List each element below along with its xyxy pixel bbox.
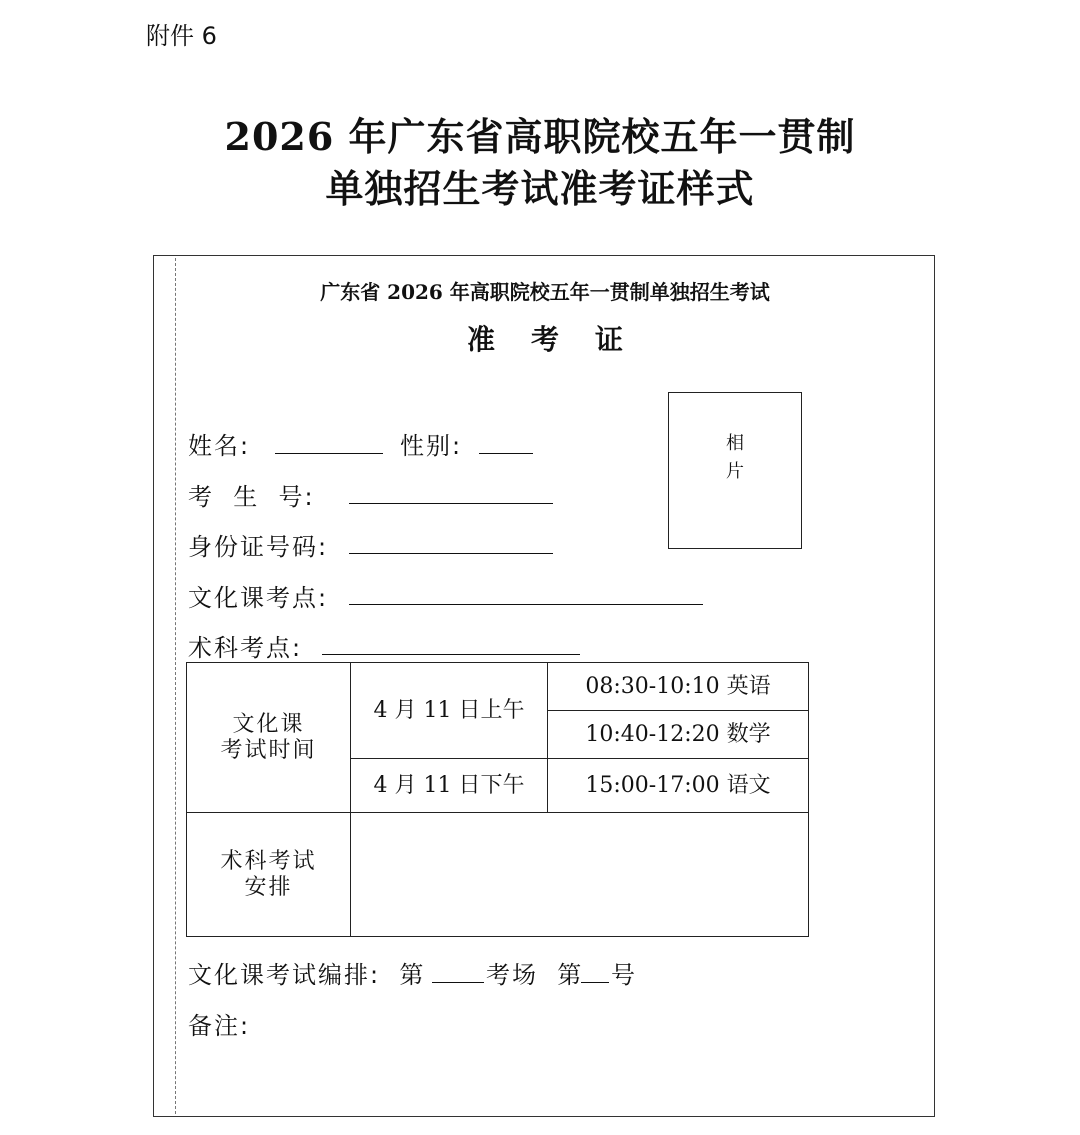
document-title-line1: 2026 年广东省高职院校五年一贯制 [224,114,856,159]
culture-site-label: 文化课考点: [188,584,329,612]
name-label: 姓名: [188,432,251,460]
seat-number-field[interactable] [581,982,609,983]
photo-label: 相 片 [726,433,744,482]
remarks-label: 备注: [188,1012,251,1040]
card-title: 准考证 [466,323,659,356]
afternoon-date-cell [350,758,548,813]
culture-site-field[interactable] [349,604,703,605]
card-header: 广东省 2026 年高职院校五年一贯制单独招生考试 [320,280,770,304]
document-title-line2: 单独招生考试准考证样式 [325,166,755,211]
name-field[interactable] [275,453,383,454]
candidate-number-field[interactable] [349,503,553,504]
skill-arrangement-header: 术科考试 安排 [220,848,317,900]
slot2-cell [547,710,809,759]
slot2-text: 10:40-12:20 数学 [585,721,771,747]
schedule-table [186,662,809,937]
gender-field[interactable] [479,453,533,454]
slot3-text: 15:00-17:00 语文 [585,772,771,798]
skill-site-field[interactable] [322,654,580,655]
gender-label: 性别: [400,432,463,460]
slot1-text: 08:30-10:10 英语 [585,673,771,699]
morning-date: 4 月 11 日上午 [373,697,525,723]
arrangement-room-suffix: 考场 第 [486,961,584,989]
skill-site-label: 术科考点: [188,634,303,662]
attachment-label: 附件 6 [146,22,217,50]
morning-date-cell [350,662,548,759]
id-number-field[interactable] [349,553,553,554]
afternoon-date: 4 月 11 日下午 [373,772,525,798]
culture-time-header: 文化课 考试时间 [220,711,317,763]
slot1-cell [547,662,809,711]
arrangement-prefix: 文化课考试编排: 第 [188,961,426,989]
skill-arrangement-content-cell [350,812,809,937]
id-number-label: 身份证号码: [188,533,329,561]
arrangement-seat-suffix: 号 [611,961,637,989]
slot3-cell [547,758,809,813]
perforation-line [175,258,176,1114]
skill-arrangement-header-cell [186,812,351,937]
exam-room-field[interactable] [432,982,484,983]
candidate-number-label: 考 生 号: [188,483,315,511]
culture-time-header-cell [186,662,351,813]
